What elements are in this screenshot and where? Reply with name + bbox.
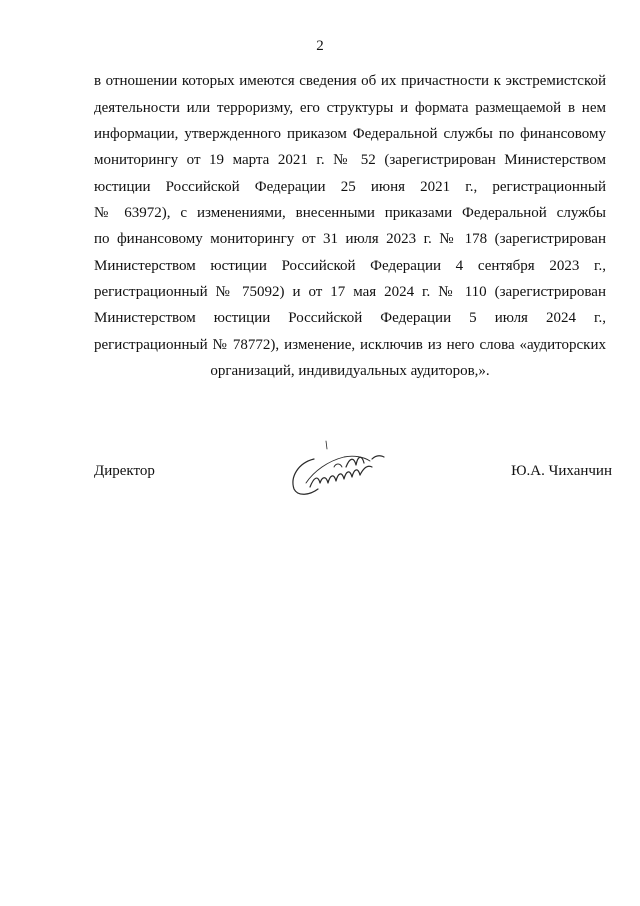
- page-number: 2: [316, 38, 324, 54]
- body-line-9: регистрационный № 75092) и от 17 мая 2024 г. № 110 (зарегистрирован: [94, 284, 606, 300]
- body-line-11: регистрационный № 78772), изменение, исключив из него слова «аудиторских: [94, 337, 606, 353]
- signature-block: [94, 461, 612, 521]
- body-line-2: деятельности или терроризму, его структуры и формата размещаемой в нем: [94, 100, 606, 116]
- signer-name: Ю.А. Чиханчин: [511, 463, 612, 479]
- body-line-12: организаций, индивидуальных аудиторов,».: [210, 363, 490, 379]
- body-line-6: № 63972), с изменениями, внесенными приказами Федеральной службы: [94, 205, 606, 221]
- body-line-7: по финансовому мониторингу от 31 июля 2023 г. № 178 (зарегистрирован: [94, 231, 606, 247]
- body-line-4: мониторингу от 19 марта 2021 г. № 52 (зарегистрирован Министерством: [94, 152, 606, 168]
- handwritten-signature: [284, 437, 396, 517]
- body-line-3: информации, утвержденного приказом Федеральной службы по финансовому: [94, 126, 606, 142]
- body-line-5: юстиции Российской Федерации 25 июня 2021 г., регистрационный: [94, 179, 606, 195]
- signer-position: Директор: [94, 463, 155, 479]
- body-line-10: Министерством юстиции Российской Федерации 5 июля 2024 г.,: [94, 310, 606, 326]
- body-line-8: Министерством юстиции Российской Федерации 4 сентября 2023 г.,: [94, 258, 606, 274]
- body-line-1: в отношении которых имеются сведения об их причастности к экстремистской: [94, 73, 606, 89]
